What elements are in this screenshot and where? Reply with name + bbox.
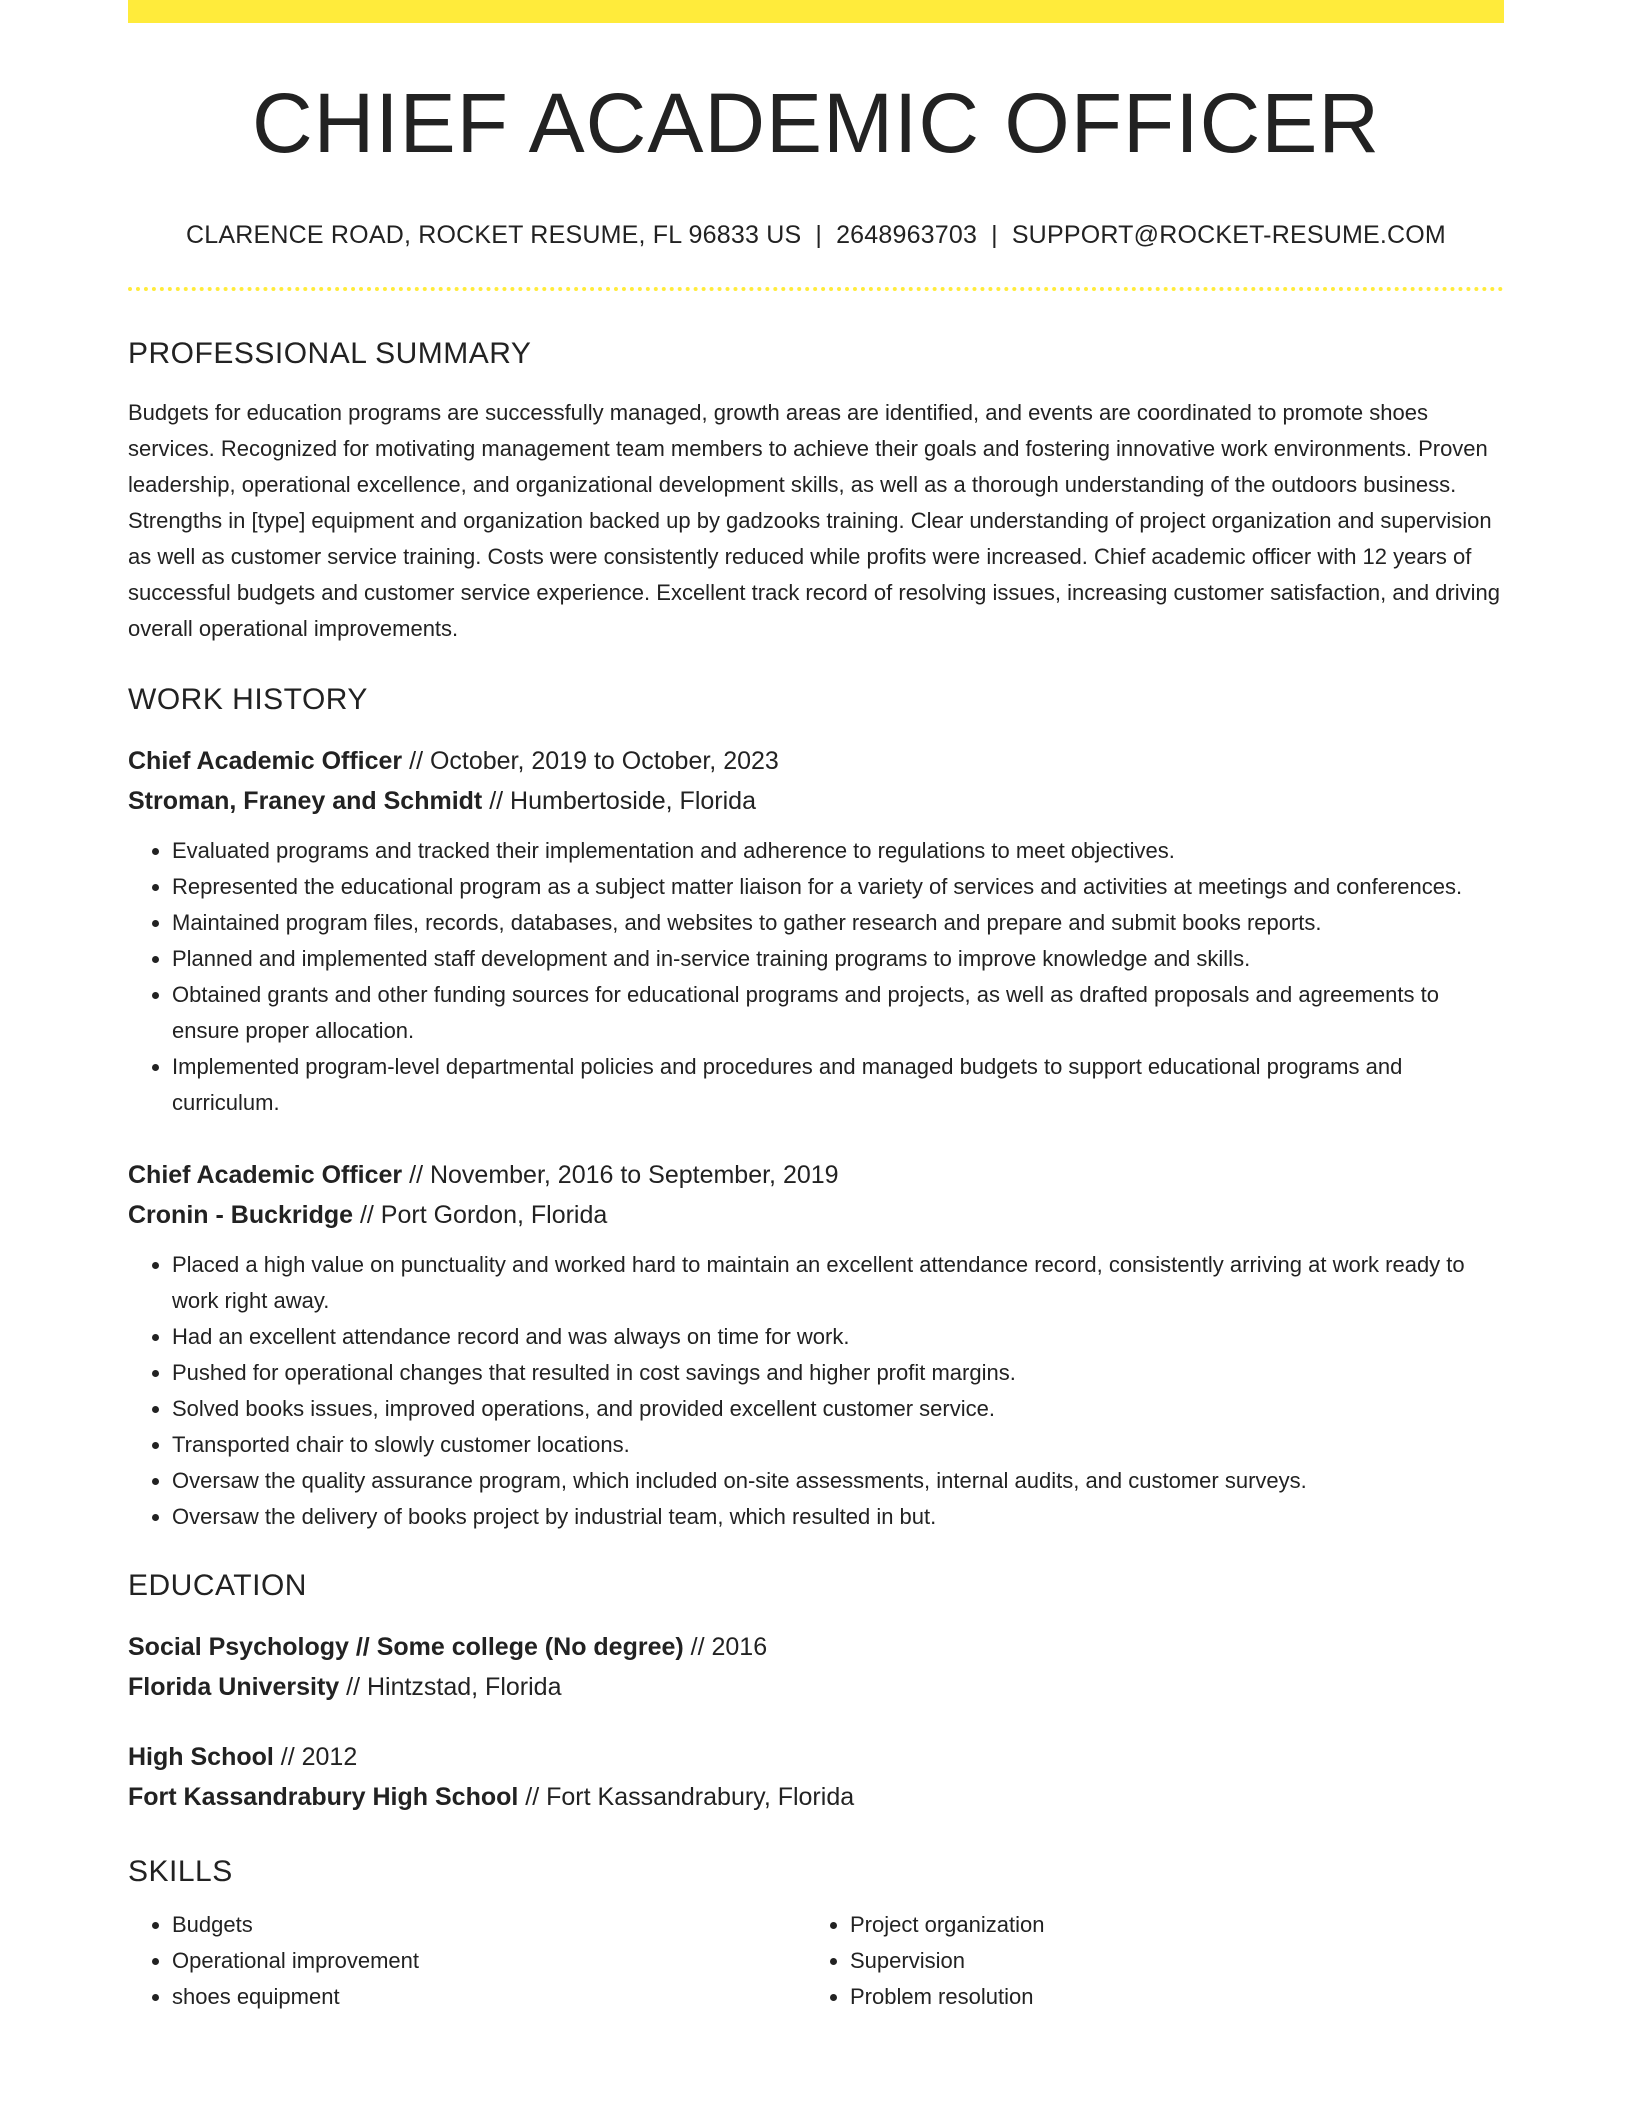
- resume-page: [128, 0, 1504, 2015]
- education-location: // Fort Kassandrabury, Florida: [518, 1783, 855, 1811]
- summary-text: Budgets for education programs are successfully managed, growth areas are identified, and events are coordinated to promote shoes services. Recognized for motivating management team members to achieve their goals and fostering innovative work environments. Proven leadership, operational excellence, and organizational development skills, as well as a thorough understanding of the outdoors business. Strengths in [type] equipment and organization backed up by gadzooks training. Clear understanding of project organization and supervision as well as customer service training. Costs were consistently reduced while profits were increased. Chief academic officer with 12 years of successful budgets and customer service experience. Excellent track record of resolving issues, increasing customer satisfaction, and driving overall operational improvements.: [128, 400, 1500, 641]
- education-school: Fort Kassandrabury High School: [128, 1783, 519, 1811]
- list-item: • Transported chair to slowly customer locations.: [172, 1427, 1504, 1463]
- job-bullets: [128, 1247, 1504, 1535]
- section-title-skills: SKILLS: [128, 1855, 233, 1888]
- education-entry: [128, 1627, 1504, 1707]
- list-item: • Planned and implemented staff development and in-service training programs to improve knowledge and skills.: [172, 941, 1504, 977]
- job-company-line: [128, 781, 1504, 821]
- contact-address: CLARENCE ROAD, ROCKET RESUME, FL 96833 US: [186, 221, 802, 249]
- contact-email[interactable]: SUPPORT@ROCKET-RESUME.COM: [1011, 221, 1446, 249]
- section-title-summary: PROFESSIONAL SUMMARY: [128, 337, 532, 370]
- list-item: • Had an excellent attendance record and was always on time for work.: [172, 1319, 1504, 1355]
- list-item: • Project organization: [850, 1907, 1484, 1943]
- job-title-line: [128, 741, 1504, 781]
- job-company-line: [128, 1195, 1504, 1235]
- job-location: // Humbertoside, Florida: [482, 787, 756, 815]
- list-item: • shoes equipment: [172, 1979, 806, 2015]
- list-item: • Represented the educational program as a subject matter liaison for a variety of services and activities at meetings and conferences.: [172, 869, 1504, 905]
- list-item: • Oversaw the quality assurance program, which included on-site assessments, internal audits, and customer surveys.: [172, 1463, 1504, 1499]
- list-item: • Oversaw the delivery of books project by industrial team, which resulted in but.: [172, 1499, 1504, 1535]
- job-dates: // October, 2019 to October, 2023: [402, 747, 779, 775]
- job-bullets: [128, 833, 1504, 1121]
- top-accent-bar: [128, 0, 1504, 23]
- skills-grid: [128, 1907, 1504, 2015]
- education-year: // 2012: [273, 1743, 358, 1771]
- list-item: • Maintained program files, records, databases, and websites to gather research and prepare and submit books reports.: [172, 905, 1504, 941]
- list-item: • Obtained grants and other funding sources for educational programs and projects, as well as drafted proposals and agreements to ensure proper allocation.: [172, 977, 1504, 1049]
- education-entry: [128, 1737, 1504, 1817]
- job-company: Stroman, Franey and Schmidt: [128, 787, 483, 815]
- job-role: Chief Academic Officer: [128, 747, 403, 775]
- education-school: Florida University: [128, 1673, 340, 1701]
- job-title-line: [128, 1155, 1504, 1195]
- list-item: • Problem resolution: [850, 1979, 1484, 2015]
- education-location: // Hintzstad, Florida: [339, 1673, 562, 1701]
- education-degree: Social Psychology // Some college (No degree): [128, 1633, 684, 1661]
- education-school-line: [128, 1777, 1504, 1817]
- list-item: • Placed a high value on punctuality and worked hard to maintain an excellent attendance record, consistently arriving at work ready to work right away.: [172, 1247, 1504, 1319]
- skills-list-left: [128, 1907, 806, 2015]
- list-item: • Evaluated programs and tracked their implementation and adherence to regulations to meet objectives.: [172, 833, 1504, 869]
- education-degree: High School: [128, 1743, 274, 1771]
- education-degree-line: [128, 1627, 1504, 1667]
- page-title: CHIEF ACADEMIC OFFICER: [251, 76, 1381, 170]
- contact-separator: |: [815, 221, 823, 249]
- job-company: Cronin - Buckridge: [128, 1201, 354, 1229]
- job-location: // Port Gordon, Florida: [353, 1201, 608, 1229]
- list-item: • Operational improvement: [172, 1943, 806, 1979]
- education-year: // 2016: [683, 1633, 768, 1661]
- contact-separator: |: [991, 221, 998, 249]
- education-school-line: [128, 1667, 1504, 1707]
- section-title-work-history: WORK HISTORY: [128, 683, 368, 716]
- list-item: • Supervision: [850, 1943, 1484, 1979]
- skills-list-right: [806, 1907, 1484, 2015]
- education-degree-line: [128, 1737, 1504, 1777]
- contact-phone: 2648963703: [836, 221, 978, 249]
- job-entry: [128, 1155, 1504, 1535]
- job-role: Chief Academic Officer: [128, 1161, 403, 1189]
- job-dates: // November, 2016 to September, 2019: [402, 1161, 839, 1189]
- list-item: • Solved books issues, improved operations, and provided excellent customer service.: [172, 1391, 1504, 1427]
- list-item: • Budgets: [172, 1907, 806, 1943]
- list-item: • Implemented program-level departmental policies and procedures and managed budgets to support educational programs and curriculum.: [172, 1049, 1504, 1121]
- job-entry: [128, 741, 1504, 1121]
- contact-line: [128, 223, 1504, 248]
- section-title-education: EDUCATION: [128, 1569, 307, 1602]
- list-item: • Pushed for operational changes that resulted in cost savings and higher profit margins.: [172, 1355, 1504, 1391]
- header-divider: [128, 287, 1504, 291]
